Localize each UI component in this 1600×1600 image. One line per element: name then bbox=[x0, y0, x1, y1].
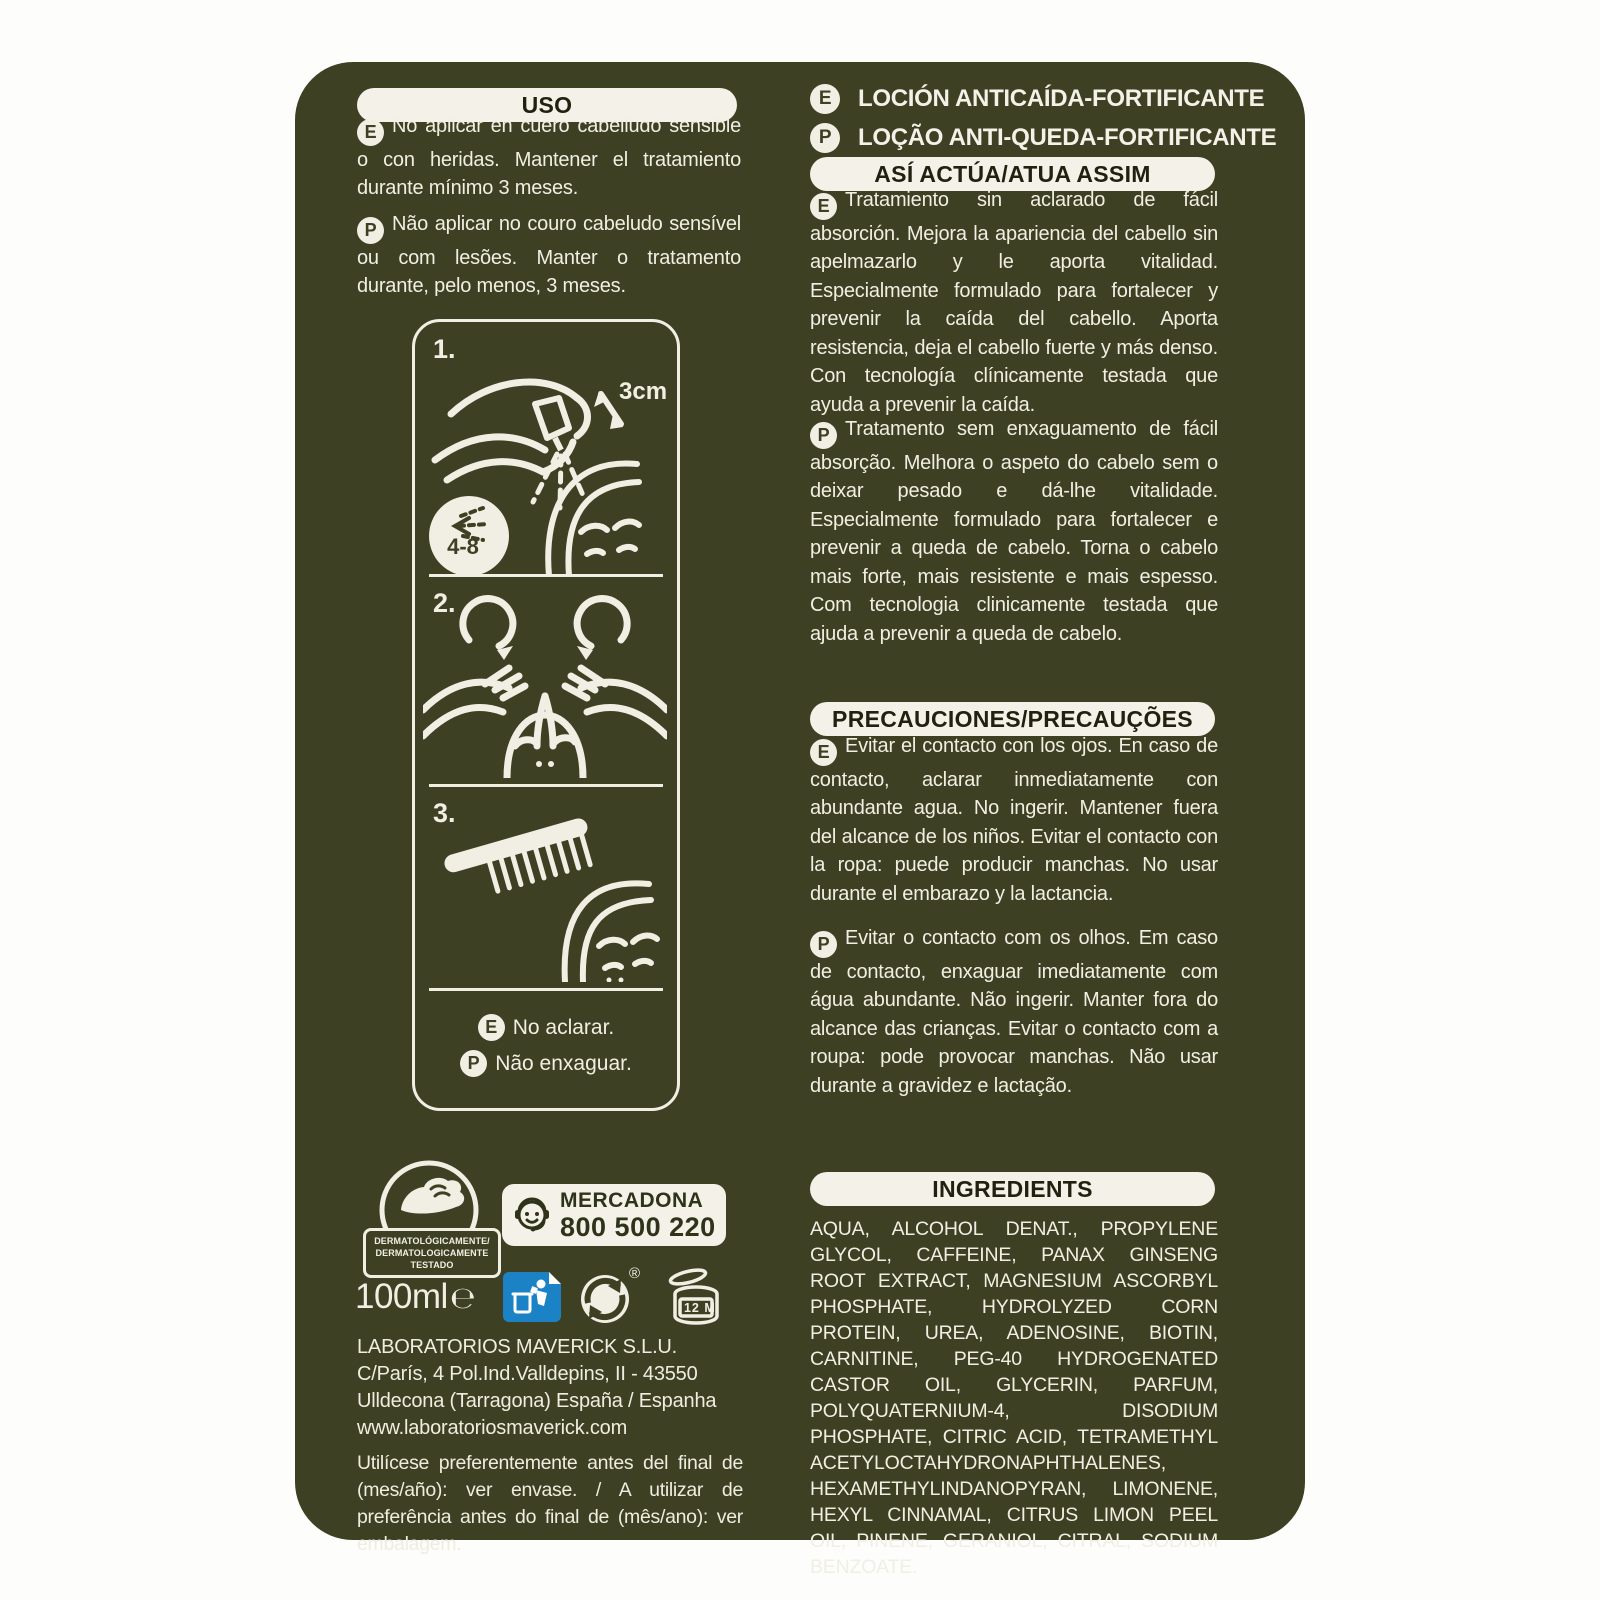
volume-value: 100ml bbox=[355, 1277, 448, 1316]
precautions-pt-text: Evitar o contacto com os olhos. Em caso de contacto, enxaguar imediatamente com água abundante. Não ingerir. Manter fora do alcance das crianças. Evitar o contacto com a roupa: pode provocar manchas. Não usar durante a gravidez e lactação. bbox=[810, 927, 1218, 1097]
how-pt-paragraph bbox=[810, 415, 1218, 648]
manufacturer-street: C/París, 4 Pol.Ind.Valldepins, II - 43550 bbox=[357, 1363, 698, 1385]
uso-es-paragraph bbox=[357, 112, 741, 203]
uso-pt-text: Não aplicar no couro cabeludo sensível ou com lesões. Manter o tratamento durante, pelo menos, 3 meses. bbox=[357, 213, 741, 298]
tidyman-disposal-icon bbox=[503, 1272, 561, 1322]
customer-service-badge bbox=[502, 1184, 726, 1246]
product-title-pt-text: LOÇÃO ANTI-QUEDA-FORTIFICANTE bbox=[858, 124, 1277, 151]
spanish-language-icon: E bbox=[478, 1014, 505, 1041]
product-back-label bbox=[295, 62, 1305, 1578]
spanish-language-icon: E bbox=[357, 119, 384, 146]
spray-distance-label: 3cm bbox=[619, 378, 668, 405]
portuguese-language-icon: P bbox=[810, 123, 840, 153]
no-rinse-note bbox=[415, 1014, 677, 1077]
step-1-number: 1. bbox=[433, 334, 456, 364]
no-rinse-pt bbox=[460, 1050, 632, 1077]
spanish-language-icon: E bbox=[810, 84, 840, 114]
pao-wrap bbox=[663, 1268, 727, 1326]
spanish-language-icon: E bbox=[810, 193, 837, 220]
step-divider bbox=[429, 988, 663, 991]
how-pt-text: Tratamento sem enxaguamento de fácil absorção. Melhora o aspeto do cabelo sem o deixar pesado e dá-lhe vitalidade. Especialmente formulado para fortalecer e prevenir a queda de cabelo. Torna o cabelo mais forte, mais resistente e mais espesso. Com tecnologia clinicamente testada que ajuda a prevenir a queda de cabelo. bbox=[810, 418, 1218, 645]
spanish-language-icon: E bbox=[810, 739, 837, 766]
uso-section-header: USO bbox=[357, 88, 737, 122]
how-es-text: Tratamiento sin aclarado de fácil absorción. Mejora la apariencia del cabello sin apelmazarlo y le aporta vitalidad. Especialmente formulado para fortalecer y prevenir la caída del cabello. Aporta resistencia, deja el cabello fuerte y más denso. Con tecnología clínicamente testada que ayuda a prevenir la caída. bbox=[810, 189, 1218, 416]
how-es-paragraph bbox=[810, 186, 1218, 419]
portuguese-language-icon: P bbox=[460, 1050, 487, 1077]
derm-line-2: DERMATOLOGICAMENTE TESTADO bbox=[375, 1248, 489, 1270]
period-after-opening-icon bbox=[663, 1268, 727, 1326]
portuguese-language-icon: P bbox=[357, 217, 384, 244]
best-before-note: Utilícese preferentemente antes del final de (mes/año): ver envase. / A utilizar de preferência antes do final de (mês/ano): ver embalagem. bbox=[357, 1452, 743, 1555]
manufacturer-block bbox=[357, 1334, 743, 1442]
no-rinse-pt-text: Não enxaguar. bbox=[495, 1051, 632, 1075]
precautions-es-paragraph bbox=[810, 732, 1218, 908]
product-title-es-text: LOCIÓN ANTICAÍDA-FORTIFICANTE bbox=[858, 85, 1265, 112]
precautions-es-text: Evitar el contacto con los ojos. En caso de contacto, aclarar inmediatamente con abundante agua. No ingerir. Mantener fuera del alcance de los niños. Evitar el contacto con la ropa: puede producir manchas. No usar durante el embarazo y la lactancia. bbox=[810, 735, 1218, 905]
how-it-works-header: ASÍ ACTÚA/ATUA ASSIM bbox=[810, 157, 1215, 191]
step-3-number: 3. bbox=[433, 798, 456, 828]
uso-pt-paragraph bbox=[357, 210, 741, 301]
manufacturer-website: www.laboratoriosmaverick.com bbox=[357, 1417, 628, 1439]
net-volume bbox=[355, 1277, 475, 1317]
product-title-pt bbox=[810, 123, 1277, 153]
derm-line-1: DERMATOLÓGICAMENTE/ bbox=[374, 1236, 490, 1246]
step-2-number: 2. bbox=[433, 588, 456, 618]
phone-number: 800 500 220 bbox=[560, 1211, 716, 1242]
no-rinse-es bbox=[478, 1014, 615, 1041]
call-center-icon bbox=[510, 1193, 554, 1237]
precautions-pt-paragraph bbox=[810, 924, 1218, 1100]
manufacturer-city: Ulldecona (Tarragona) España / Espanha bbox=[357, 1390, 717, 1412]
portuguese-language-icon: P bbox=[810, 931, 837, 958]
contact-text bbox=[560, 1190, 716, 1241]
brand-name: MERCADONA bbox=[560, 1188, 704, 1212]
product-title-es bbox=[810, 84, 1265, 114]
pao-months-label: 12 M bbox=[683, 1301, 716, 1315]
registered-trademark-symbol: ® bbox=[628, 1265, 641, 1282]
green-dot-recycling-icon bbox=[579, 1269, 635, 1325]
ingredients-list: AQUA, ALCOHOL DENAT., PROPYLENE GLYCOL, CAFFEINE, PANAX GINSENG ROOT EXTRACT, MAGNESIUM ASCORBYL PHOSPHATE, HYDROLYZED CORN PROTEIN, UREA, ADENOSINE, BIOTIN, CARNITINE, PEG-40 HYDROGENATED CASTOR OIL, GLYCERIN, PARFUM, POLYQUATERNIUM-4, DISODIUM PHOSPHATE, CITRIC ACID, TETRAMETHYL ACETYLOCTAHYDRONAPHTHALENES, HEXAMETHYLINDANOPYRAN, LIMONENE, HEXYL CINNAMAL, CITRUS LIMON PEEL OIL, PINENE, GERANIOL, CITRAL, SODIUM BENZOATE. bbox=[810, 1218, 1218, 1578]
manufacturer-name: LABORATORIOS MAVERICK S.L.U. bbox=[357, 1336, 678, 1358]
massage-scalp-icon bbox=[423, 594, 667, 778]
precautions-header: PRECAUCIONES/PRECAUÇÕES bbox=[810, 702, 1215, 736]
portuguese-language-icon: P bbox=[810, 422, 837, 449]
step-divider bbox=[429, 574, 663, 577]
ingredients-header: INGREDIENTS bbox=[810, 1172, 1215, 1206]
product-title bbox=[810, 84, 1277, 162]
spray-count-label: 4-8 bbox=[447, 534, 479, 559]
usage-steps-box bbox=[412, 319, 680, 1111]
dermatologically-tested-seal bbox=[369, 1156, 489, 1274]
no-rinse-es-text: No aclarar. bbox=[512, 1015, 615, 1039]
volume-row bbox=[355, 1265, 727, 1326]
estimated-sign: ℮ bbox=[449, 1281, 475, 1316]
uso-es-text: No aplicar en cuero cabelludo sensible o con heridas. Mantener el tratamiento durante mínimo 3 meses. bbox=[357, 115, 741, 200]
comb-hair-icon bbox=[423, 804, 667, 982]
step-divider bbox=[429, 784, 663, 787]
green-dot-wrap bbox=[579, 1265, 645, 1325]
